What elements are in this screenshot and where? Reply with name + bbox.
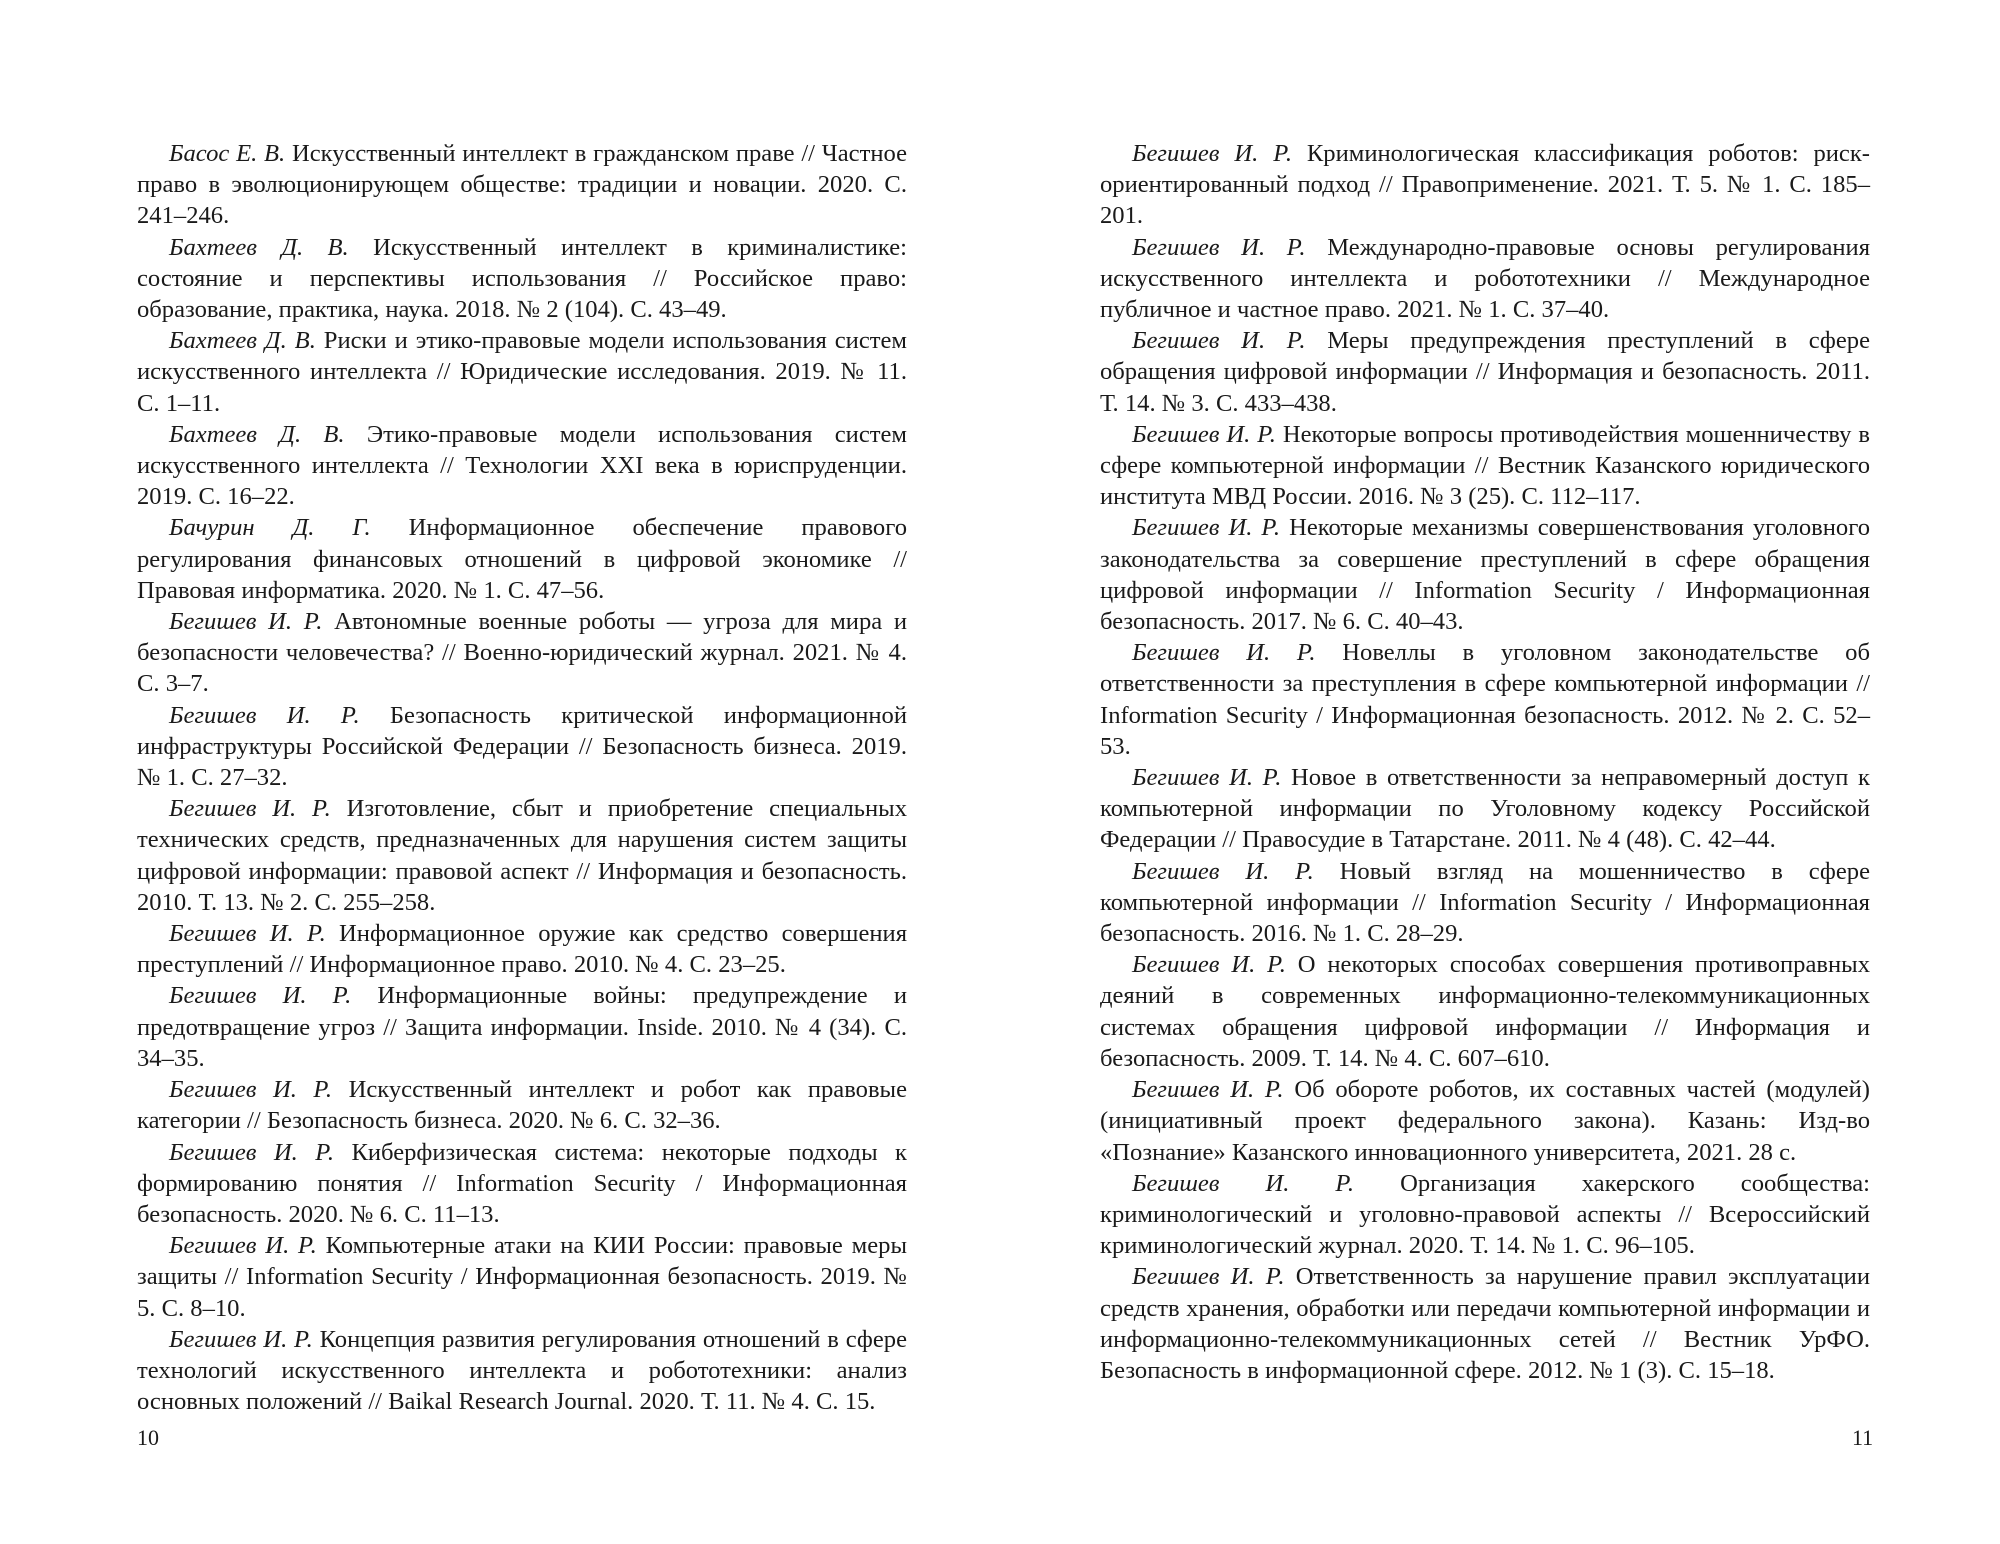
entry-text: Информационные войны: предупреждение и предотвращение угроз // Защита информации. Inside. 2010. № 4 (34). С. 34–35.	[137, 982, 907, 1072]
entry-author: Бегишев И. Р.	[169, 1076, 333, 1104]
entry-author: Бахтеев Д. В.	[169, 420, 345, 448]
entry-author: Бегишев И. Р.	[1132, 327, 1306, 355]
bibliography-entry	[137, 325, 907, 419]
entry-author: Бегишев И. Р.	[169, 920, 326, 948]
entry-text: Киберфизическая система: некоторые подходы к формированию понятия // Information Security / Информационная безопасность. 2020. № 6. С. 11–13.	[137, 1138, 907, 1228]
entry-author: Бегишев И. Р.	[1132, 951, 1286, 979]
entry-author: Бегишев И. Р.	[169, 608, 323, 636]
entry-author: Бегишев И. Р.	[1132, 639, 1316, 667]
entry-author: Бахтеев Д. В.	[169, 233, 349, 261]
entry-text: Организация хакерского сообщества: криминологический и уголовно-правовой аспекты // Всероссийский криминологический журнал. 2020. Т. 14. № 1. С. 96–105.	[1100, 1169, 1870, 1260]
bibliography-entry	[1100, 138, 1870, 232]
entry-author: Бегишев И. Р.	[1132, 764, 1282, 792]
entry-author: Бегишев И. Р.	[169, 1138, 334, 1166]
entry-text: Ответственность за нарушение правил эксплуатации средств хранения, обработки или передачи компьютерной информации и информационно-телекоммуникационных сетей // Вестник УрФО. Безопасность в информационной сфере. 2012. № 1 (3). С. 15–18.	[1100, 1263, 1870, 1384]
entry-text: Информационное оружие как средство совершения преступлений // Информационное право. 2010. № 4. С. 23–25.	[137, 920, 908, 979]
bibliography-entry	[137, 606, 907, 700]
entry-text: Автономные военные роботы — угроза для мира и безопасности человечества? // Военно-юридический журнал. 2021. № 4. С. 3–7.	[137, 608, 907, 698]
bibliography-entry	[137, 512, 907, 606]
entry-text: Искусственный интеллект в гражданском праве // Частное право в эволюционирующем обществе: традиции и новации. 2020. С. 241–246.	[137, 140, 907, 230]
entry-author: Бахтеев Д. В.	[169, 327, 316, 355]
bibliography-entry	[1100, 762, 1870, 856]
entry-author: Бегишев И. Р.	[169, 982, 352, 1010]
entry-text: Этико-правовые модели использования систем искусственного интеллекта // Технологии XXI века в юриспруденции. 2019. С. 16–22.	[137, 420, 907, 511]
page-number-right: 11	[1852, 1425, 1874, 1450]
entry-text: Некоторые вопросы противодействия мошенничеству в сфере компьютерной информации // Вестник Казанского юридического института МВД России. 2016. № 3 (25). С. 112–117.	[1100, 420, 1870, 511]
entry-author: Бегишев И. Р.	[1132, 1169, 1355, 1197]
entry-author: Бегишев И. Р.	[169, 795, 331, 823]
bibliography-entry	[1100, 325, 1870, 419]
entry-text: Некоторые механизмы совершенствования уголовного законодательства за совершение преступлений в сфере обращения цифровой информации // Information Security / Информационная безопасность. 2017. № 6. С. 40–43.	[1100, 514, 1870, 636]
entry-author: Басос Е. В.	[169, 140, 286, 167]
bibliography-entry	[137, 1074, 907, 1136]
entry-author: Бегишев И. Р.	[169, 701, 360, 729]
bibliography-entry	[1100, 419, 1870, 513]
entry-text: Компьютерные атаки на КИИ России: правовые меры защиты // Information Security / Информационная безопасность. 2019. № 5. С. 8–10.	[137, 1232, 907, 1322]
bibliography-entry	[1100, 232, 1870, 326]
left-page-bibliography	[137, 138, 907, 1417]
entry-author: Бачурин Д. Г.	[169, 514, 371, 542]
entry-text: Криминологическая классификация роботов: риск-ориентированный подход // Правоприменение. 2021. Т. 5. № 1. С. 185–201.	[1100, 140, 1870, 230]
entry-author: Бегишев И. Р.	[1132, 1263, 1285, 1291]
bibliography-entry	[137, 1324, 907, 1418]
entry-text: Риски и этико-правовые модели использования систем искусственного интеллекта // Юридические исследования. 2019. № 11. С. 1–11.	[137, 327, 907, 417]
entry-text: Искусственный интеллект в криминалистике: состояние и перспективы использования // Российское право: образование, практика, наука. 2018. № 2 (104). С. 43–49.	[137, 233, 907, 324]
bibliography-entry	[137, 138, 907, 232]
entry-author: Бегишев И. Р.	[1132, 857, 1314, 885]
entry-text: Концепция развития регулирования отношений в сфере технологий искусственного интеллекта и робототехники: анализ основных положений // Baikal Research Journal. 2020. Т. 11. № 4. С. 15.	[137, 1325, 907, 1416]
bibliography-entry	[137, 1230, 907, 1324]
right-page-bibliography	[1100, 138, 1870, 1386]
entry-text: Искусственный интеллект и робот как правовые категории // Безопасность бизнеса. 2020. № 6. С. 32–36.	[137, 1076, 907, 1135]
entry-author: Бегишев И. Р.	[169, 1232, 317, 1260]
entry-author: Бегишев И. Р.	[1132, 1076, 1284, 1104]
bibliography-entry	[137, 1137, 907, 1231]
bibliography-entry	[1100, 1261, 1870, 1386]
entry-author: Бегишев И. Р.	[1132, 514, 1281, 542]
entry-text: Информационное обеспечение правового регулирования финансовых отношений в цифровой экономике // Правовая информатика. 2020. № 1. С. 47–56.	[137, 514, 907, 604]
bibliography-entry	[137, 793, 907, 918]
entry-text: Международно-правовые основы регулирования искусственного интеллекта и робототехники // Международное публичное и частное право. 2021. № 1. С. 37–40.	[1100, 233, 1871, 324]
entry-text: Новый взгляд на мошенничество в сфере компьютерной информации // Information Security / Информационная безопасность. 2016. № 1. С. 28–29.	[1100, 857, 1870, 948]
entry-text: Новеллы в уголовном законодательстве об ответственности за преступления в сфере компьютерной информации // Information Security / Информационная безопасность. 2012. № 2. С. 52–53.	[1100, 639, 1870, 760]
entry-text: Меры предупреждения преступлений в сфере обращения цифровой информации // Информация и безопасность. 2011. Т. 14. № 3. С. 433–438.	[1100, 327, 1870, 417]
bibliography-entry	[1100, 1168, 1870, 1262]
bibliography-entry	[1100, 856, 1870, 950]
entry-text: Об обороте роботов, их составных частей (модулей) (инициативный проект федерального закона). Казань: Изд-во «Познание» Казанского инновационного университета, 2021. 28 с.	[1100, 1076, 1870, 1166]
entry-author: Бегишев И. Р.	[1132, 233, 1306, 261]
entry-author: Бегишев И. Р.	[169, 1325, 313, 1353]
entry-author: Бегишев И. Р.	[1132, 420, 1276, 448]
page-number-left: 10	[137, 1425, 159, 1450]
entry-text: О некоторых способах совершения противоправных деяний в современных информационно-телекоммуникационных системах обращения цифровой информации // Информация и безопасность. 2009. Т. 14. № 4. С. 607–610.	[1100, 951, 1870, 1072]
entry-author: Бегишев И. Р.	[1132, 140, 1292, 167]
bibliography-entry	[137, 980, 907, 1074]
bibliography-entry	[1100, 949, 1870, 1074]
entry-text: Безопасность критической информационной инфраструктуры Российской Федерации // Безопасность бизнеса. 2019. № 1. С. 27–32.	[137, 701, 907, 792]
entry-text: Новое в ответственности за неправомерный доступ к компьютерной информации по Уголовному кодексу Российской Федерации // Правосудие в Татарстане. 2011. № 4 (48). С. 42–44.	[1100, 764, 1870, 854]
bibliography-entry	[1100, 512, 1870, 637]
bibliography-entry	[137, 419, 907, 513]
bibliography-entry	[137, 700, 907, 794]
bibliography-entry	[1100, 1074, 1870, 1168]
bibliography-entry	[137, 232, 907, 326]
bibliography-entry	[137, 918, 907, 980]
entry-text: Изготовление, сбыт и приобретение специальных технических средств, предназначенных для нарушения систем защиты цифровой информации: правовой аспект // Информация и безопасность. 2010. Т. 13. № 2. С. 255–258.	[137, 795, 907, 916]
bibliography-entry	[1100, 637, 1870, 762]
